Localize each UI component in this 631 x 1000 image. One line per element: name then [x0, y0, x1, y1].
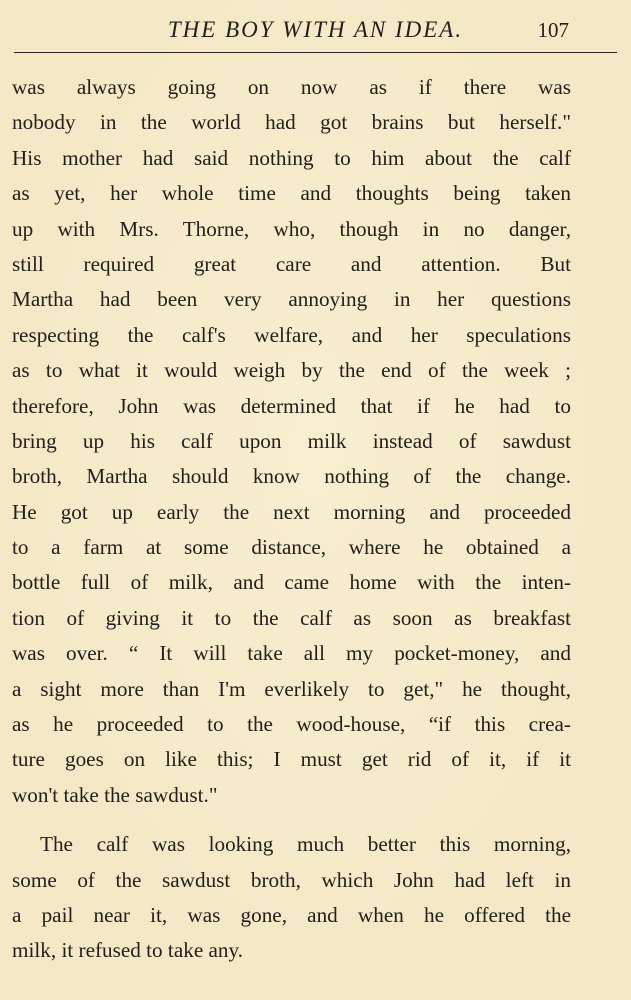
- running-head: [0, 14, 631, 46]
- text-line: Martha had been very annoying in her questions: [12, 287, 571, 312]
- text-line: therefore, John was determined that if he had to: [12, 393, 571, 418]
- text-line: respecting the calf's welfare, and her speculations: [12, 322, 571, 347]
- paragraph-gap: [12, 813, 571, 827]
- text-line: tion of giving it to the calf as soon as breakfast: [12, 605, 571, 630]
- text-line: as yet, her whole time and thoughts being taken: [12, 181, 571, 206]
- text-line: The calf was looking much better this morning,: [40, 832, 571, 857]
- text-line: He got up early the next morning and proceeded: [12, 499, 571, 524]
- running-head-title: THE BOY WITH AN IDEA.: [167, 17, 464, 42]
- page-number: 107: [537, 18, 569, 42]
- text-line: up with Mrs. Thorne, who, though in no danger,: [12, 216, 571, 241]
- text-line: ture goes on like this; I must get rid of it, if it: [12, 747, 571, 772]
- body-text: [12, 70, 571, 969]
- text-line: was always going on now as if there was: [12, 75, 571, 99]
- header-rule: [14, 52, 617, 53]
- text-line: won't take the sawdust.": [12, 782, 218, 807]
- paragraph-2: [12, 827, 571, 969]
- text-line: bottle full of milk, and came home with the inten-: [12, 570, 571, 595]
- text-line: His mother had said nothing to him about the calf: [12, 145, 571, 170]
- text-line: was over. “ It will take all my pocket-money, and: [12, 641, 571, 666]
- text-line: a sight more than I'm everlikely to get," he thought,: [12, 676, 571, 701]
- paragraph-1: [12, 70, 571, 813]
- text-line: nobody in the world had got brains but herself.": [12, 110, 571, 135]
- text-line: broth, Martha should know nothing of the change.: [12, 464, 571, 489]
- text-line: some of the sawdust broth, which John had left in: [12, 867, 571, 892]
- text-line: as to what it would weigh by the end of the week ;: [12, 358, 571, 383]
- text-line: to a farm at some distance, where he obtained a: [12, 535, 571, 560]
- text-line: as he proceeded to the wood-house, “if this crea-: [12, 712, 571, 737]
- text-line: a pail near it, was gone, and when he offered the: [12, 902, 571, 927]
- text-line: still required great care and attention. But: [12, 251, 571, 276]
- text-line: milk, it refused to take any.: [12, 938, 244, 963]
- text-line: bring up his calf upon milk instead of sawdust: [12, 428, 571, 453]
